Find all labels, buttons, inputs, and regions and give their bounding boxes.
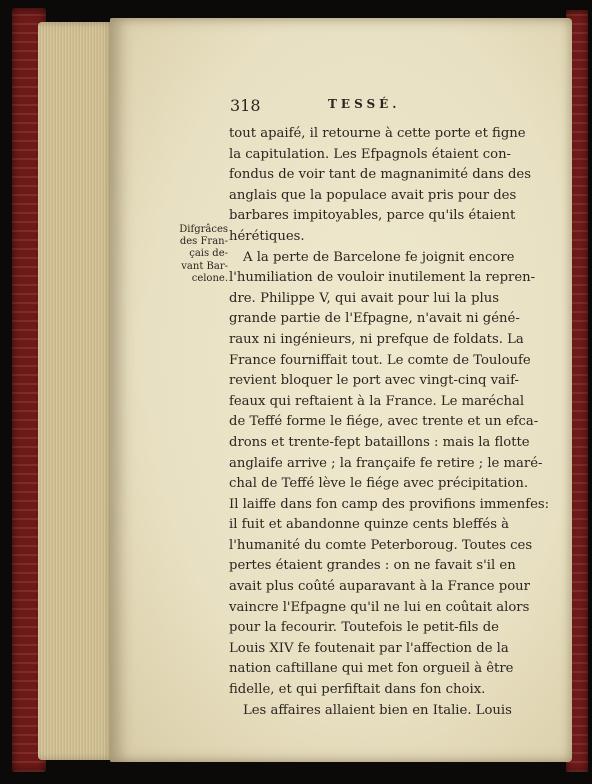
- text-line: fidelle, et qui perfiftait dans fon choix.: [229, 682, 486, 698]
- text-line: fondus de voir tant de magnanimité dans des: [229, 167, 531, 183]
- text-line: dre. Philippe V, qui avait pour lui la plus: [229, 290, 499, 306]
- text-line: l'humiliation de vouloir inutilement la repren-: [229, 270, 536, 286]
- running-head: TESSÉ.: [328, 97, 401, 111]
- text-line: barbares impitoyables, parce qu'ils étaient: [229, 208, 516, 224]
- text-line: feaux qui reftaient à la France. Le maréchal: [229, 393, 525, 409]
- text-line: chal de Teffé lève le fiége avec précipitation.: [229, 476, 529, 492]
- text-line: Louis XIV fe foutenait par l'affection de la: [229, 640, 509, 656]
- text-line: anglais que la populace avait pris pour des: [229, 187, 517, 203]
- text-line: A la perte de Barcelone fe joignit encore: [243, 249, 515, 265]
- margin-note: [158, 224, 228, 285]
- margin-note-line: des Fran-: [179, 236, 228, 248]
- text-line: la capitulation. Les Efpagnols étaient con-: [229, 146, 512, 162]
- text-line: hérétiques.: [229, 228, 305, 244]
- text-line: France fourniffait tout. Le comte de Touloufe: [229, 352, 531, 368]
- margin-note-line: Difgrâces: [179, 224, 228, 235]
- margin-note-line: çais de-: [189, 248, 228, 260]
- text-line: il fuit et abandonne quinze cents bleffés à: [229, 517, 510, 533]
- text-line: Les affaires allaient bien en Italie. Louis: [243, 702, 512, 718]
- text-line: Il laiffe dans fon camp des provifions immenfes:: [229, 496, 550, 512]
- margin-note-line: vant Bar-: [181, 260, 228, 272]
- text-line: pertes étaient grandes : on ne favait s'il en: [229, 558, 516, 574]
- text-line: pour la fecourir. Toutefois le petit-fils de: [229, 620, 499, 636]
- text-line: revient bloquer le port avec vingt-cinq vaif-: [229, 373, 519, 389]
- margin-note-line: celone.: [191, 272, 228, 284]
- text-line: raux ni ingénieurs, ni prefque de foldats. La: [229, 331, 524, 347]
- text-line: l'humanité du comte Peterboroug. Toutes ces: [229, 537, 533, 553]
- text-line: tout apaifé, il retourne à cette porte et figne: [229, 126, 526, 141]
- page-header: [230, 96, 500, 118]
- body-text: [229, 124, 550, 721]
- text-line: drons et trente-fept bataillons : mais la flotte: [229, 434, 530, 450]
- text-line: nation caftillane qui met fon orgueil à être: [229, 661, 514, 677]
- page-edges: [38, 22, 116, 760]
- text-line: grande partie de l'Efpagne, n'avait ni géné-: [229, 311, 520, 327]
- text-line: avait plus coûté auparavant à la France pour: [229, 579, 530, 595]
- text-line: vaincre l'Efpagne qu'il ne lui en coûtait alors: [229, 599, 530, 615]
- text-line: anglaife arrive ; la françaife fe retire ; le maré-: [229, 455, 543, 471]
- text-line: de Teffé forme le fiége, avec trente et un efca-: [229, 414, 539, 430]
- page-number: 318: [230, 96, 261, 115]
